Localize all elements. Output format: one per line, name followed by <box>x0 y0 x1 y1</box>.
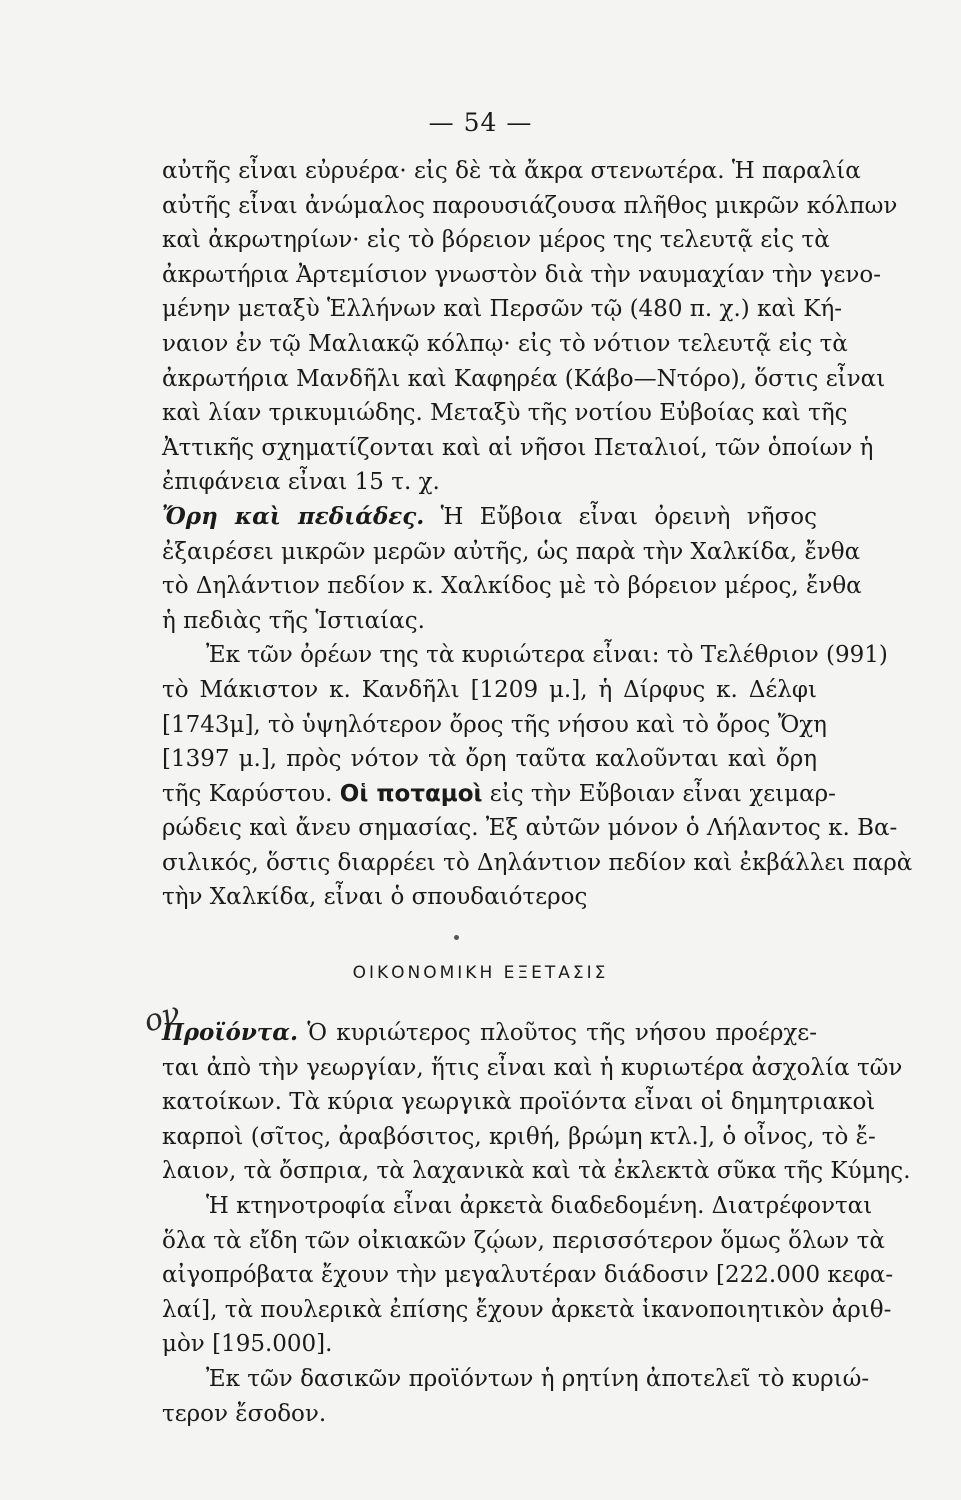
text-line: ὅλα τὰ εἴδη τῶν οἰκιακῶν ζῴων, περισσότερον ὅμως ὅλων τὰ <box>162 1227 885 1254</box>
rivers-paragraph-line <box>162 777 836 812</box>
text-line: Ἐκ τῶν ὀρέων της τὰ κυριώτερα εἶναι: τὸ Τελέθριον (991) <box>206 642 888 669</box>
text-line: λαιον, τὰ ὄσπρια, τὰ λαχανικὰ καὶ τὰ ἐκλεκτὰ σῦκα τῆς Κύμης. <box>162 1158 911 1185</box>
text-line: ται ἀπὸ τὴν γεωργίαν, ἥτις εἶναι καὶ ἡ κυριωτέρα ἀσχολία τῶν <box>162 1054 903 1081</box>
text-body-lower <box>162 1016 911 1431</box>
text-line: τερον ἔσοδον. <box>162 1400 327 1427</box>
text-line: Ἀττικῆς σχηματίζονται καὶ αἱ νῆσοι Πεταλιοί, τῶν ὁποίων ἡ <box>162 434 874 461</box>
text-line: Ἐκ τῶν δασικῶν προϊόντων ἡ ρητίνη ἀποτελεῖ τὸ κυριώ- <box>206 1365 870 1392</box>
products-heading: Προϊόντα. <box>162 1019 298 1046</box>
text-line: σιλικός, ὅστις διαρρέει τὸ Δηλάντιον πεδίον καὶ ἐκβάλλει παρὰ <box>162 849 913 876</box>
text-line: τὸ Δηλάντιον πεδίον κ. Χαλκίδος μὲ τὸ βόρειον μέρος, ἔνθα <box>162 573 862 600</box>
rivers-lead: τῆς Καρύστου. <box>162 780 340 807</box>
text-line: τὸ Μάκιστον κ. Κανδῆλι [1209 μ.], ἡ Δίρφυς κ. Δέλφι <box>162 676 817 703</box>
text-line: ἀκρωτήρια Ἀρτεμίσιον γνωστὸν διὰ τὴν ναυμαχίαν τὴν γενο- <box>162 261 882 288</box>
products-text: Ὁ κυριώτερος πλοῦτος τῆς νήσου προέρχε- <box>297 1020 817 1046</box>
text-line: κατοίκων. Τὰ κύρια γεωργικὰ προϊόντα εἶναι οἱ δημητριακοὶ <box>162 1089 876 1116</box>
text-line: λαί], τὰ πουλερικὰ ἐπίσης ἔχουν ἀρκετὰ ἱκανοποιητικὸν ἀριθ- <box>162 1296 892 1323</box>
text-line: ἀκρωτήρια Μανδῆλι καὶ Καφηρέα (Κάβο—Ντόρο), ὅστις εἶναι <box>162 365 886 392</box>
text-line: αἰγοπρόβατα ἔχουν τὴν μεγαλυτέραν διάδοσιν [222.000 κεφα- <box>162 1262 894 1289</box>
text-body-upper <box>162 154 913 915</box>
rivers-text: εἰς τὴν Εὔβοιαν εἶναι χειμαρ- <box>482 780 836 807</box>
text-line: [1743μ], τὸ ὑψηλότερον ὄρος τῆς νήσου καὶ τὸ ὄρος Ὄχη <box>162 711 827 738</box>
text-line: [1397 μ.], πρὸς νότον τὰ ὄρη ταῦτα καλοῦνται καὶ ὄρη <box>162 746 817 773</box>
text-line: ναιον ἐν τῷ Μαλιακῷ κόλπῳ· εἰς τὸ νότιον τελευτᾷ εἰς τὰ <box>162 330 848 357</box>
text-line: ἐξαιρέσει μικρῶν μερῶν αὐτῆς, ὡς παρὰ τὴν Χαλκίδα, ἔνθα <box>162 538 861 565</box>
mountains-paragraph-line <box>162 500 817 535</box>
text-line: αὐτῆς εἶναι εὐρυέρα· εἰς δὲ τὰ ἄκρα στενωτέρα. Ἡ παραλία <box>162 158 861 184</box>
handwritten-margin-note: ον <box>139 995 185 1040</box>
mountains-heading: Ὄρη καὶ πεδιάδες. <box>162 502 425 530</box>
text-line: αὐτῆς εἶναι ἀνώμαλος παρουσιάζουσα πλῆθος μικρῶν κόλπων <box>162 192 898 219</box>
text-line: καὶ λίαν τρικυμιώδης. Μεταξὺ τῆς νοτίου Εὐβοίας καὶ τῆς <box>162 400 848 427</box>
text-line: ἐπιφάνεια εἶναι 15 τ. χ. <box>162 469 440 496</box>
text-line: μὸν [195.000]. <box>162 1331 333 1358</box>
products-paragraph-line <box>162 1016 817 1051</box>
text-line: Ἡ κτηνοτροφία εἶναι ἀρκετὰ διαδεδομένη. Διατρέφονται <box>206 1192 873 1219</box>
ink-dot <box>454 935 459 940</box>
text-line: καρποὶ (σῖτος, ἀραβόσιτος, κριθή, βρώμη κτλ.], ὁ οἶνος, τὸ ἔ- <box>162 1123 876 1150</box>
text-line: ρώδεις καὶ ἄνευ σημασίας. Ἐξ αὐτῶν μόνον ὁ Λήλαντος κ. Βα- <box>162 815 898 842</box>
text-line: καὶ ἀκρωτηρίων· εἰς τὸ βόρειον μέρος της τελευτᾷ εἰς τὰ <box>162 227 830 254</box>
rivers-heading: Οἱ ποταμοὶ <box>339 780 483 807</box>
mountains-text: Ἡ Εὔβοια εἶναι ὀρεινὴ νῆσος <box>424 503 817 530</box>
text-line: ἡ πεδιὰς τῆς Ἱστιαίας. <box>162 607 425 634</box>
text-line: τὴν Χαλκίδα, εἶναι ὁ σπουδαιότερος <box>162 884 588 911</box>
page-number: — 54 — <box>428 108 533 137</box>
text-line: μένην μεταξὺ Ἑλλήνων καὶ Περσῶν τῷ (480 π. χ.) καὶ Κή- <box>162 296 843 323</box>
section-title: ΟΙΚΟΝΟΜΙΚΗ ΕΞΕΤΑΣΙΣ <box>352 963 609 983</box>
